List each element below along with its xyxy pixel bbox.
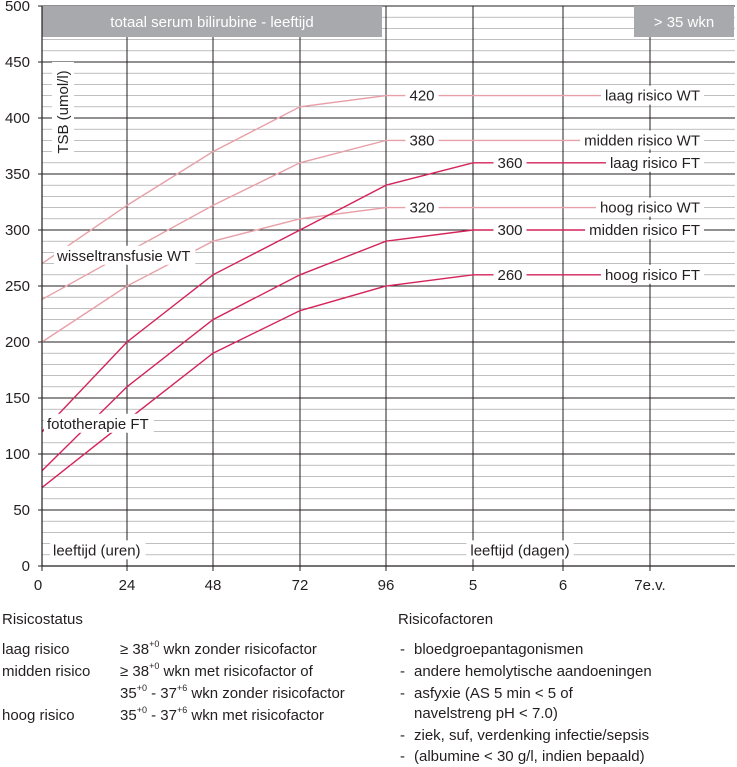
risk-factors-title: Risicofactoren (398, 611, 494, 628)
criteria-text: - 37 (146, 685, 177, 702)
y-tick-label: 500 (4, 0, 30, 15)
series-level-label: 420 (409, 87, 435, 105)
criteria-superscript: +6 (176, 683, 188, 693)
y-tick-label: 100 (4, 446, 30, 463)
x-axis-label-days: leeftijd (dagen) (470, 542, 570, 560)
list-bullet: - (400, 641, 405, 658)
y-tick-label: 350 (4, 166, 30, 183)
criteria-superscript: +0 (136, 705, 147, 715)
series-name-label: laag risico FT (609, 154, 700, 172)
risk-factor-item: navelstreng pH < 7.0) (414, 705, 558, 722)
risk-status-title: Risicostatus (2, 611, 83, 628)
criteria-text: ≥ 38 (120, 663, 150, 680)
y-axis-label-group (52, 62, 74, 162)
group-label-ft: fototherapie FT (47, 415, 149, 433)
x-tick-label: 24 (118, 577, 136, 594)
risk-status-criteria (120, 706, 324, 726)
y-tick-label: 50 (13, 502, 30, 519)
risk-status-section (2, 610, 382, 760)
criteria-text: - 37 (146, 707, 177, 724)
risk-factor-item: (albumine < 30 g/l, indien bepaald) (414, 748, 645, 765)
risk-factor-item: andere hemolytische aandoeningen (414, 663, 652, 680)
x-tick-label: 72 (291, 577, 309, 594)
x-axis-label-hours: leeftijd (uren) (53, 542, 141, 560)
risk-status-label: laag risico (2, 641, 70, 658)
criteria-text: wkn met risicofactor of (159, 663, 313, 680)
series-level-label: 260 (497, 266, 523, 284)
criteria-text: 35 (120, 707, 137, 724)
criteria-superscript: +6 (176, 705, 188, 715)
criteria-text: ≥ 38 (120, 641, 150, 658)
y-tick-label: 150 (4, 390, 30, 407)
x-tick-label: 5 (468, 577, 478, 594)
y-tick-label: 0 (21, 558, 30, 575)
risk-status-label: midden risico (2, 663, 91, 680)
risk-factor-item: bloedgroepantagonismen (414, 641, 584, 658)
series-level-label: 380 (409, 132, 435, 150)
series-line (42, 230, 650, 471)
x-tick-label: 0 (33, 577, 43, 594)
series-name-label: laag risico WT (604, 87, 700, 105)
series-name-label: midden risico WT (584, 132, 700, 150)
y-axis-label: TSB (umol/l) (55, 70, 72, 154)
y-tick-label: 450 (4, 54, 30, 71)
series-name-label: hoog risico WT (599, 199, 700, 217)
x-tick-label: 96 (377, 577, 395, 594)
list-bullet: - (400, 663, 405, 680)
criteria-superscript: +0 (136, 683, 147, 693)
risk-factors-section (398, 610, 733, 765)
series-level-label: 300 (497, 222, 523, 239)
series-name-label: midden risico FT (589, 222, 700, 239)
series-line (42, 96, 650, 264)
group-label-wt: wisseltransfusie WT (57, 247, 191, 265)
criteria-text: wkn zonder risicofactor (187, 685, 345, 702)
criteria-superscript: +0 (149, 661, 160, 671)
y-tick-label: 400 (4, 110, 30, 127)
risk-factor-item: asfyxie (AS 5 min < 5 of (414, 685, 573, 702)
chart-title: totaal serum bilirubine - leeftijd (110, 14, 314, 31)
risk-status-criteria (120, 640, 317, 660)
x-tick-label: 48 (204, 577, 222, 594)
risk-status-criteria (120, 684, 345, 704)
corner-label: > 35 wkn (653, 14, 715, 31)
criteria-superscript: +0 (149, 639, 160, 649)
criteria-text: wkn met risicofactor (187, 707, 324, 724)
series-line (42, 140, 650, 299)
criteria-text: 35 (120, 685, 137, 702)
series-level-label: 360 (497, 154, 523, 172)
y-tick-label: 250 (4, 278, 30, 295)
list-bullet: - (400, 748, 405, 765)
criteria-text: wkn zonder risicofactor (159, 641, 317, 658)
x-tick-label: 7e.v. (634, 577, 666, 594)
x-tick-label: 6 (558, 577, 568, 594)
label-layer (44, 86, 704, 560)
risk-status-label: hoog risico (2, 707, 75, 724)
y-tick-label: 300 (4, 222, 30, 239)
risk-factor-item: ziek, suf, verdenking infectie/sepsis (414, 727, 650, 744)
list-bullet: - (400, 685, 405, 702)
list-bullet: - (400, 727, 405, 744)
series-name-label: hoog risico FT (604, 266, 700, 284)
y-tick-label: 200 (4, 334, 30, 351)
series-level-label: 320 (409, 199, 435, 217)
risk-status-criteria (120, 662, 313, 682)
